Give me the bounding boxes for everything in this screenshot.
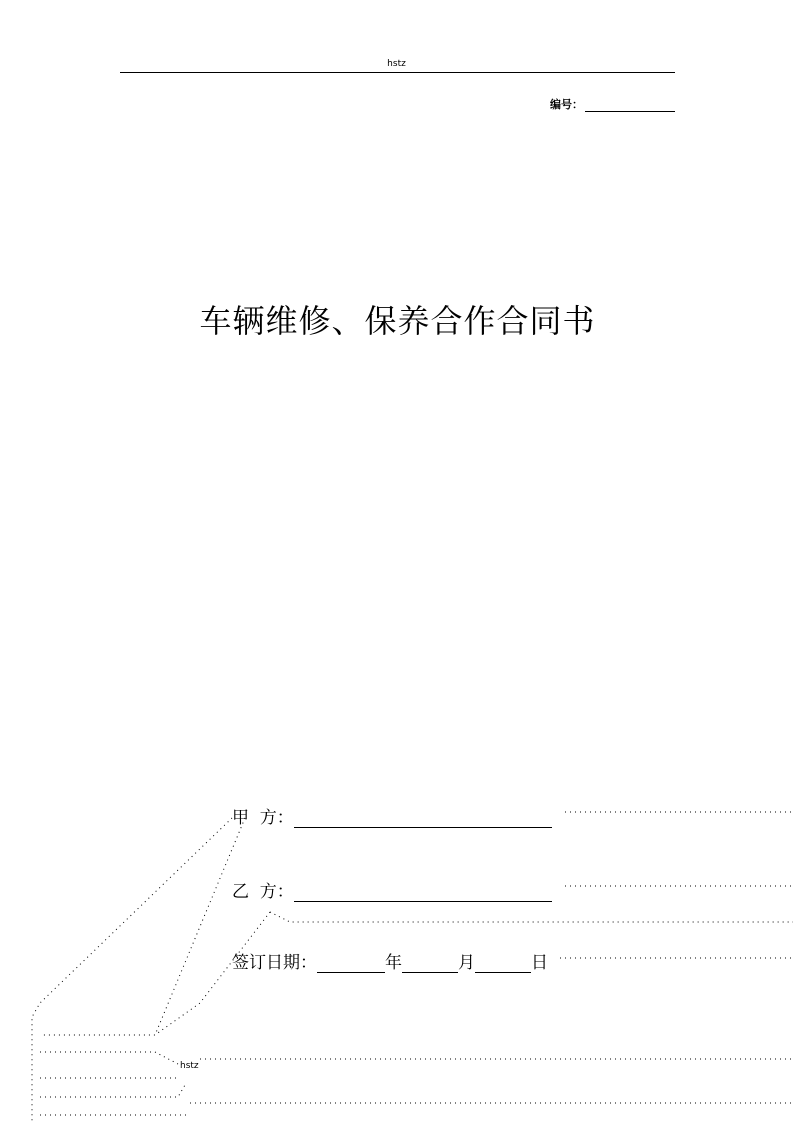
party-a-blank[interactable] (294, 809, 552, 828)
document-title-text: 车辆维修、保养合作合同书 (199, 302, 596, 340)
contract-number-blank[interactable] (585, 99, 675, 112)
dotted-line (32, 818, 232, 1122)
day-label: 日 (531, 953, 548, 973)
year-blank[interactable] (317, 954, 385, 973)
dotted-line (40, 1052, 178, 1064)
month-label: 月 (458, 953, 475, 973)
dotted-line (155, 912, 270, 1035)
party-a-row (232, 803, 552, 828)
page-header: hstz (387, 59, 406, 69)
page-footer: hstz (180, 1061, 199, 1071)
dotted-line (270, 912, 793, 922)
dotted-line (40, 1085, 185, 1097)
signing-date-label: 签订日期： (232, 953, 317, 973)
year-label: 年 (385, 953, 402, 973)
party-a-label: 甲 方： (232, 808, 294, 828)
contract-number-field (550, 96, 675, 112)
dotted-line (40, 818, 245, 1035)
signing-date-row (232, 948, 548, 973)
month-blank[interactable] (402, 954, 458, 973)
header-rule (120, 72, 675, 73)
party-b-row (232, 877, 552, 902)
contract-number-label: 编号： (550, 98, 583, 111)
day-blank[interactable] (475, 954, 531, 973)
party-b-label: 乙 方： (232, 882, 294, 902)
document-title (0, 296, 793, 342)
party-b-blank[interactable] (294, 883, 552, 902)
